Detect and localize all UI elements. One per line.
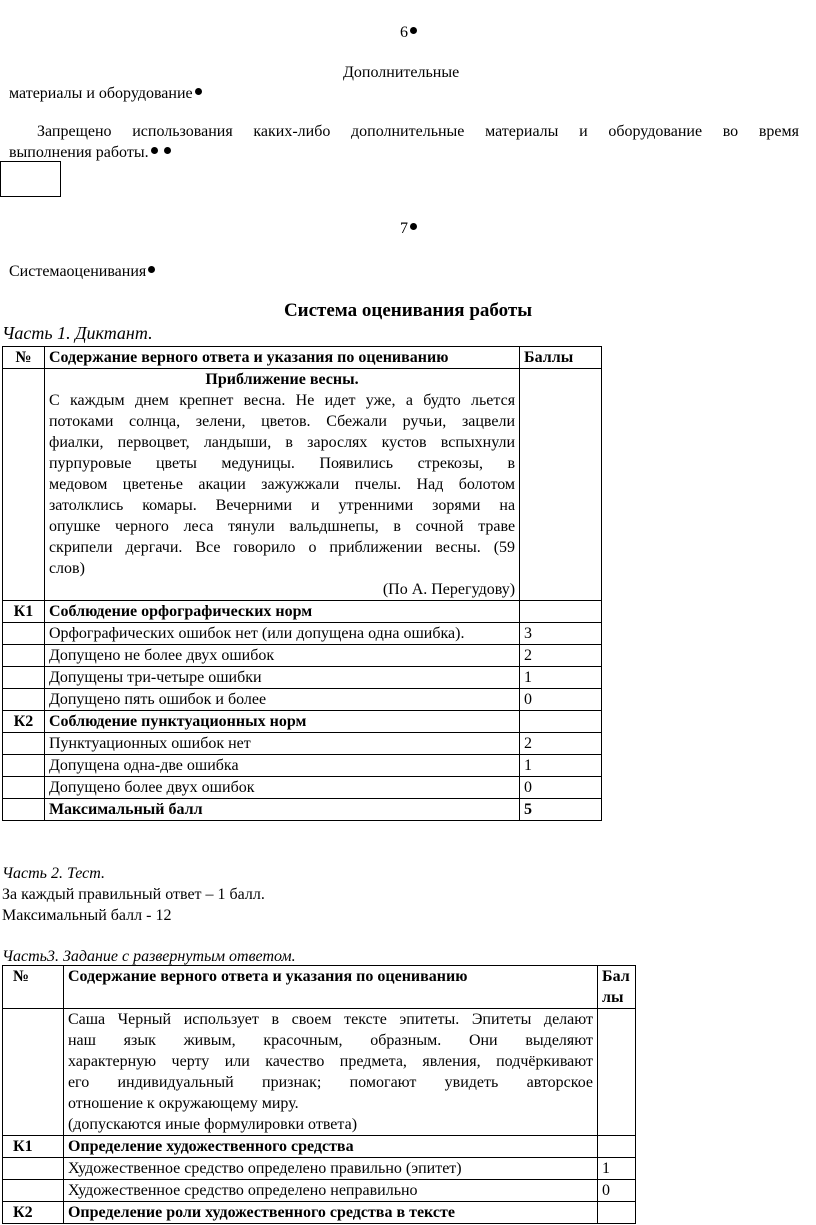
criterion-code: К2	[3, 711, 45, 733]
max-score-label: Максимальный балл	[44, 799, 519, 821]
part3-title: Часть3. Задание с развернутым ответом.	[2, 948, 296, 965]
criterion-row	[3, 1202, 636, 1224]
max-score-row	[3, 799, 602, 821]
row-text: Пунктуационных ошибок нет	[44, 733, 519, 755]
criterion-code: К1	[3, 601, 45, 623]
bullet-icon	[410, 27, 417, 34]
header-content: Содержание верного ответа и указания по оцениванию	[63, 966, 597, 1009]
row-text: Допущено не более двух ошибок	[44, 645, 519, 667]
row-score: 0	[520, 689, 602, 711]
dictation-line: затолклись комары. Вечерними и утренними зорями на	[48, 497, 516, 514]
part1-table	[2, 346, 602, 821]
section-6-title-line2: материалы и оборудование	[9, 83, 202, 104]
row-text: Допущены три-четыре ошибки	[44, 667, 519, 689]
row-score: 2	[520, 733, 602, 755]
criterion-row	[3, 711, 602, 733]
answer-cell	[63, 1009, 597, 1136]
criterion-title: Определение роли художественного средства в тексте	[63, 1202, 597, 1224]
row-score: 2	[520, 645, 602, 667]
table-row	[3, 1180, 636, 1202]
section-6-title-line1: Дополнительные	[343, 64, 460, 81]
table-row	[3, 623, 602, 645]
bullet-icon	[164, 147, 171, 154]
max-score-value: 5	[520, 799, 602, 821]
row-score: 1	[598, 1158, 636, 1180]
dictation-line: скрипели дергачи. Все говорило о приближении весны. (59	[48, 539, 516, 556]
answer-line: его индивидуальный признак; помогают увидеть авторское	[67, 1074, 593, 1091]
row-score: 1	[520, 667, 602, 689]
row-text: Художественное средство определено неправильно	[63, 1180, 597, 1202]
answer-line: (допускаются иные формулировки ответа)	[67, 1116, 358, 1133]
dictation-cell	[44, 369, 519, 601]
dictation-line: опушке черного леса тянули вальдшнепы, в сочной траве	[48, 518, 516, 535]
bullet-icon	[410, 223, 417, 230]
row-text: Орфографических ошибок нет (или допущена одна ошибка).	[44, 623, 519, 645]
dictation-line: потоками солнца, зелени, цветов. Сбежали ручьи, зацвели	[48, 413, 516, 430]
header-score: Баллы	[520, 347, 602, 369]
part1-title: Часть 1. Диктант.	[2, 323, 153, 343]
table-row	[3, 689, 602, 711]
criterion-title: Соблюдение орфографических норм	[44, 601, 519, 623]
part3-table	[2, 965, 636, 1224]
criterion-code: К2	[3, 1202, 64, 1224]
answer-line: Саша Черный использует в своем тексте эпитеты. Эпитеты делают	[67, 1011, 593, 1028]
bullet-icon	[195, 88, 202, 95]
section-7-title: Системаоценивания	[9, 261, 155, 282]
section-6-text-line1: Запрещено использования каких-либо дополнительные материалы и оборудование во время	[37, 123, 799, 140]
answer-line: отношение к окружающему миру.	[67, 1095, 299, 1112]
page-heading: Система оценивания работы	[283, 300, 533, 321]
answer-line: характерную черту или качество предмета, явления, подчёркивают	[67, 1053, 593, 1070]
criterion-code: К1	[3, 1136, 64, 1158]
table-row	[3, 1158, 636, 1180]
table-header-row	[3, 347, 602, 369]
criterion-title: Определение художественного средства	[63, 1136, 597, 1158]
table-row	[3, 667, 602, 689]
bullet-icon	[148, 266, 155, 273]
table-row	[3, 645, 602, 667]
header-number: №	[3, 347, 45, 369]
bullet-icon	[151, 147, 158, 154]
section-6-text-line2: выполнения работы.	[9, 142, 171, 163]
dictation-line: фиалки, первоцвет, ландыши, в зарослях кустов вспыхнули	[48, 434, 516, 451]
part2-title: Часть 2. Тест.	[2, 865, 106, 882]
row-text: Допущена одна-две ошибка	[44, 755, 519, 777]
dictation-title: Приближение весны.	[205, 371, 359, 388]
section-6-number: 6	[400, 22, 417, 43]
table-row	[3, 733, 602, 755]
criterion-row	[3, 1136, 636, 1158]
table-row	[3, 777, 602, 799]
dictation-line: слов)	[48, 560, 85, 577]
row-text: Допущено пять ошибок и более	[44, 689, 519, 711]
table-header-row	[3, 966, 636, 1009]
header-score: Бал лы	[598, 966, 636, 1009]
empty-frame	[0, 161, 61, 197]
row-score: 0	[520, 777, 602, 799]
part2-line2: Максимальный балл - 12	[2, 907, 172, 924]
row-text: Допущено более двух ошибок	[44, 777, 519, 799]
dictation-row	[3, 369, 602, 601]
dictation-line: С каждым днем крепнет весна. Не идет уже, а будто льется	[48, 392, 516, 409]
row-text: Художественное средство определено правильно (эпитет)	[63, 1158, 597, 1180]
answer-row	[3, 1009, 636, 1136]
dictation-line: медовом цветенье акации зажужжали пчелы. Над болотом	[48, 476, 516, 493]
answer-line: наш язык живым, красочным, образным. Они выделяют	[67, 1032, 593, 1049]
dictation-line: пурпуровые цветы медуницы. Появились стрекозы, в	[48, 455, 516, 472]
row-score: 3	[520, 623, 602, 645]
dictation-author: (По А. Перегудову)	[382, 581, 516, 598]
table-row	[3, 755, 602, 777]
criterion-row	[3, 601, 602, 623]
part2-line1: За каждый правильный ответ – 1 балл.	[2, 886, 265, 903]
row-score: 1	[520, 755, 602, 777]
section-7-number: 7	[400, 218, 417, 239]
criterion-title: Соблюдение пунктуационных норм	[44, 711, 519, 733]
row-score: 0	[598, 1180, 636, 1202]
header-content: Содержание верного ответа и указания по оцениванию	[44, 347, 519, 369]
header-number: №	[3, 966, 64, 1009]
